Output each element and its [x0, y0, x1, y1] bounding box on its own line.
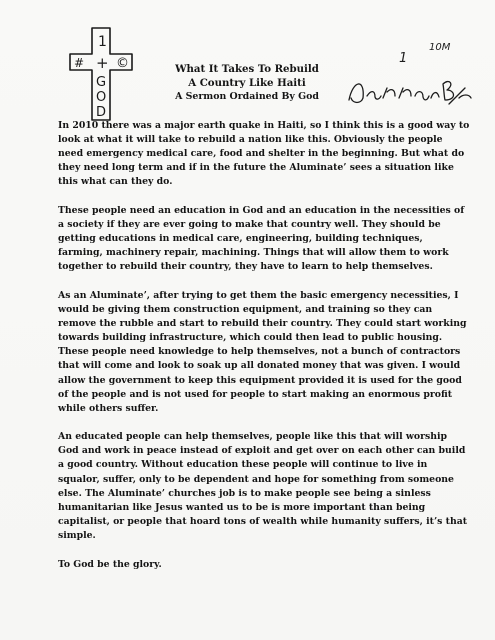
- sermon-title-block: [152, 62, 342, 104]
- hand-drawn-cross-icon: [34, 24, 144, 124]
- cross-mark-top: 1: [98, 34, 107, 50]
- handwritten-code: 10M: [429, 42, 451, 53]
- paragraph: In 2010 there was a major earth quake in Haiti, so I think this is a good way to look at what it will take to rebuild a nation like this. Obviously the people need emergency medical care, food and shelter in the beginning. But what do they need long term and if in the future the Aluminate’ sees a situation like this what can they do.: [58, 120, 470, 188]
- cross-mark-right: ©: [116, 56, 129, 71]
- cross-letter-g: G: [96, 75, 107, 90]
- paragraph: These people need an education in God and an education in the necessities of a society if they are ever going to make that country well. They should be getting educations in medical care, engineering, building techniques, farming, machinery repair, machining. Things that will allow them to work together to rebuild their country, they have to learn to help themselves.: [58, 204, 465, 273]
- handwritten-signature: [345, 70, 475, 110]
- cross-mark-left: #: [74, 56, 85, 70]
- cross-letter-o: O: [96, 90, 107, 105]
- cross-letter-d: D: [96, 105, 107, 120]
- sermon-body: [58, 119, 470, 586]
- title-line-1: What It Takes To Rebuild: [175, 63, 319, 75]
- handwritten-number: 1: [399, 51, 408, 66]
- closing-line: To God be the glory.: [58, 558, 162, 570]
- paragraph: As an Aluminate’, after trying to get them the basic emergency necessities, I would be giving them construction equipment, and training so they can remove the rubble and start to rebuild their country. They could start working towards building infrastructure, which could then lead to public housing. These people need knowledge to help themselves, not a bunch of contractors that will come and look to soak up all donated money that was given. I would allow the government to keep this equipment provided it is used for the good of the people and is not used for people to start making an enormous profit while others suffer.: [58, 289, 467, 414]
- subtitle: A Sermon Ordained By God: [175, 91, 319, 102]
- paragraph: An educated people can help themselves, people like this that will worship God and work in peace instead of exploit and get over on each other can build a good country. Without education these people will continue to live in squalor, suffer, only to be dependent and hope for something from someone else. The Aluminate’ churches job is to make people see being a sinless humanitarian like Jesus wanted us to be is more important than being capitalist, or people that hoard tons of wealth while humanity suffers, it’s that simple.: [58, 431, 468, 541]
- cross-mark-center: +: [96, 54, 109, 72]
- title-line-2: A Country Like Haiti: [188, 77, 306, 89]
